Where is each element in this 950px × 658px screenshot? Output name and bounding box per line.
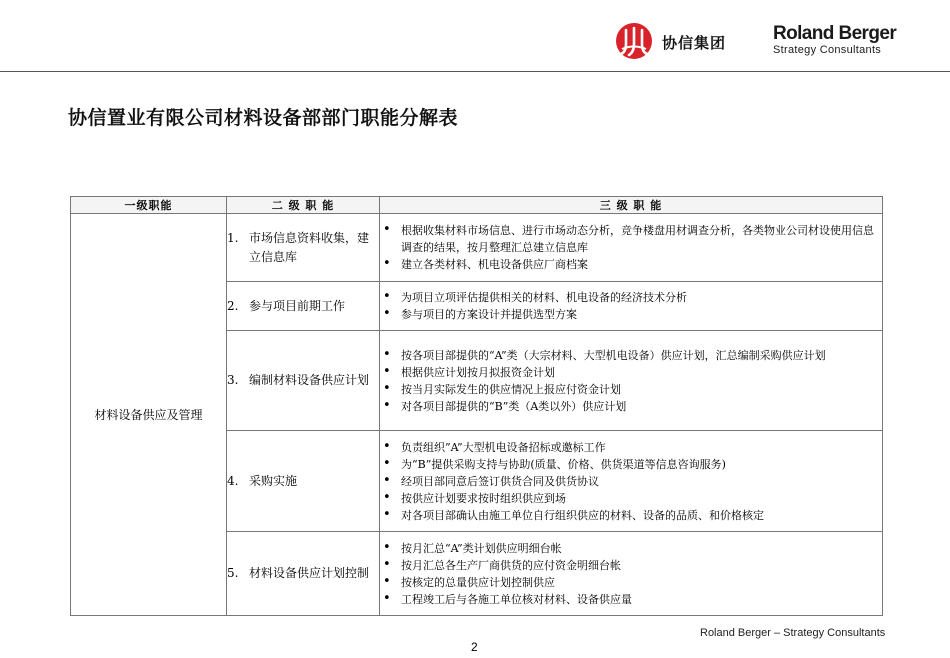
- level3-cell: [380, 331, 883, 431]
- brand-subtitle: Strategy Consultants: [773, 44, 882, 56]
- level3-cell: [380, 431, 883, 532]
- level2-cell: [227, 532, 380, 616]
- level2-cell: [227, 431, 380, 532]
- level3-cell: [380, 214, 883, 282]
- header-level2: 二 级 职 能: [227, 197, 380, 214]
- level2-number: 4.: [227, 473, 239, 488]
- level3-item: • 对各项目部确认由施工单位自行组织供应的材料、设备的品质、和价格核定: [380, 507, 882, 524]
- table-row: [71, 214, 883, 282]
- level3-item: • 按月汇总各生产厂商供货的应付资金明细台帐: [380, 557, 882, 574]
- level3-item: • 经项目部同意后签订供货合同及供货协议: [380, 473, 882, 490]
- level3-item: • 负责组织”A”大型机电设备招标或邀标工作: [380, 439, 882, 456]
- level3-item: • 对各项目部提供的“B”类（A类以外）供应计划: [380, 398, 882, 415]
- level3-item: • 按当月实际发生的供应情况上报应付资金计划: [380, 381, 882, 398]
- level2-name: 采购实施: [249, 473, 298, 488]
- level3-item: • 参与项目的方案设计并提供选型方案: [380, 306, 882, 323]
- level2-name: 市场信息资料收集，建立信息库: [249, 230, 370, 264]
- company-name: 协信集团: [662, 34, 727, 52]
- header-divider: [0, 71, 950, 72]
- level1-function-cell: [71, 214, 227, 616]
- level3-cell: [380, 282, 883, 331]
- level3-item: • 按核定的总量供应计划控制供应: [380, 574, 882, 591]
- level2-number: 3.: [227, 373, 239, 387]
- level3-item: • 按供应计划要求按时组织供应到场: [380, 490, 882, 507]
- level2-number: 5.: [227, 566, 239, 580]
- level3-item: • 按月汇总“A”类计划供应明细台帐: [380, 540, 882, 557]
- level1-function: 材料设备供应及管理: [94, 408, 203, 422]
- level3-item: • 为“B”提供采购支持与协助(质量、价格、供货渠道等信息咨询服务): [380, 456, 882, 473]
- level2-number: 2.: [227, 298, 239, 313]
- level3-cell: [380, 532, 883, 616]
- level2-name: 编制材料设备供应计划: [249, 373, 370, 387]
- level3-item: • 为项目立项评估提供相关的材料、机电设备的经济技术分析: [380, 289, 882, 306]
- level2-name: 材料设备供应计划控制: [249, 566, 370, 580]
- brand-name: Roland Berger: [773, 23, 897, 44]
- level2-cell: [227, 282, 380, 331]
- level3-item: • 根据收集材料市场信息、进行市场动态分析，竞争楼盘用材调查分析，各类物业公司材设使用信息调查的结果，按月整理汇总建立信息库: [380, 222, 882, 256]
- level2-cell: [227, 331, 380, 431]
- level2-number: 1.: [227, 230, 239, 245]
- level2-cell: [227, 214, 380, 282]
- header-level1: 一级职能: [71, 197, 227, 214]
- level3-item: • 工程竣工后与各施工单位核对材料、设备供应量: [380, 591, 882, 608]
- function-table: [70, 196, 883, 616]
- xinxin-logo-icon: [614, 22, 654, 60]
- header-level3: 三 级 职 能: [380, 197, 883, 214]
- level3-item: • 根据供应计划按月拟报资金计划: [380, 364, 882, 381]
- page-title: 协信置业有限公司材料设备部部门职能分解表: [68, 107, 459, 129]
- table-header-row: [71, 197, 883, 214]
- page-number: 2: [471, 640, 478, 654]
- footer-text: Roland Berger – Strategy Consultants: [700, 627, 886, 639]
- level2-name: 参与项目前期工作: [249, 298, 346, 313]
- page-header: [0, 0, 950, 72]
- level3-item: • 建立各类材料、机电设备供应厂商档案: [380, 256, 882, 273]
- roland-berger-logo: [773, 24, 903, 57]
- level3-item: • 按各项目部提供的“A”类（大宗材料、大型机电设备）供应计划，汇总编制采购供应计划: [380, 347, 882, 364]
